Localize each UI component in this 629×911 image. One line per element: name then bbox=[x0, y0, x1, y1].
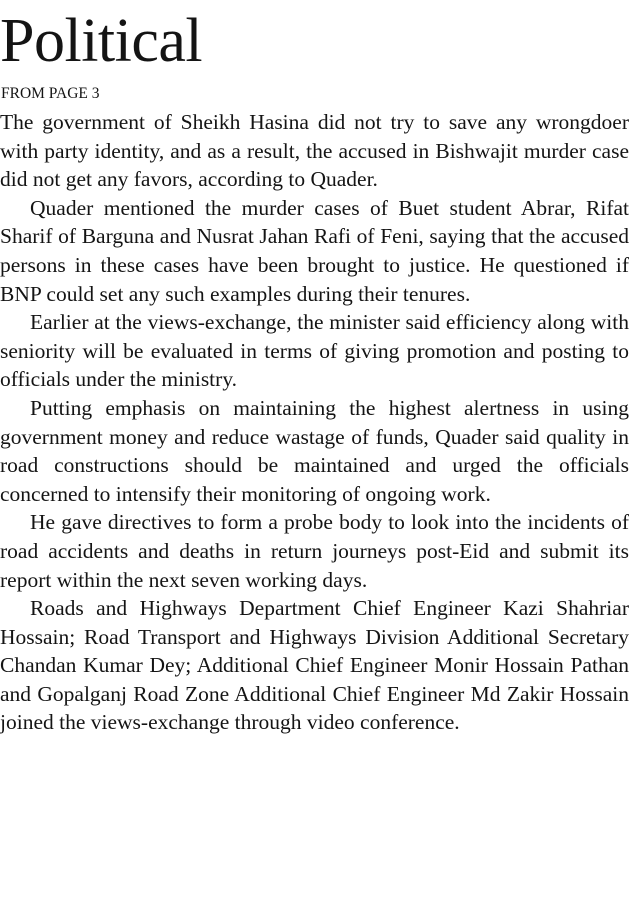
article-paragraph: The government of Sheikh Hasina did not try to save any wrongdoer with party identity, and as a result, the accused in Bishwajit murder case did not get any favors, according to Quader. bbox=[0, 110, 629, 192]
article-paragraph: Putting emphasis on maintaining the highest alertness in using government money and reduce wastage of funds, Quader said quality in road constructions should be maintained and urged the officials concerned to intensify their monitoring of ongoing work. bbox=[0, 395, 629, 506]
article-paragraph: He gave directives to form a probe body to look into the incidents of road accidents and deaths in return journeys post-Eid and submit its report within the next seven working days. bbox=[0, 510, 629, 592]
article-paragraph: Roads and Highways Department Chief Engineer Kazi Shahriar Hossain; Road Transport and Highways Division Additional Secretary Chandan Kumar Dey; Additional Chief Engineer Monir Hossain Pathan and Gopalganj Road Zone Additional Chief Engineer Md Zakir Hossain joined the views-exchange through video conference. bbox=[0, 596, 629, 735]
article-paragraph: Earlier at the views-exchange, the minister said efficiency along with seniority will be evaluated in terms of giving promotion and posting to officials under the ministry. bbox=[0, 310, 629, 392]
article-paragraph: Quader mentioned the murder cases of Buet student Abrar, Rifat Sharif of Barguna and Nusrat Jahan Rafi of Feni, saying that the accused persons in these cases have been brought to justice. He questioned if BNP could set any such examples during their tenures. bbox=[0, 195, 629, 306]
continued-from-label: FROM PAGE 3 bbox=[1, 85, 100, 102]
article-body bbox=[0, 108, 629, 737]
page-title: Political bbox=[0, 7, 203, 75]
